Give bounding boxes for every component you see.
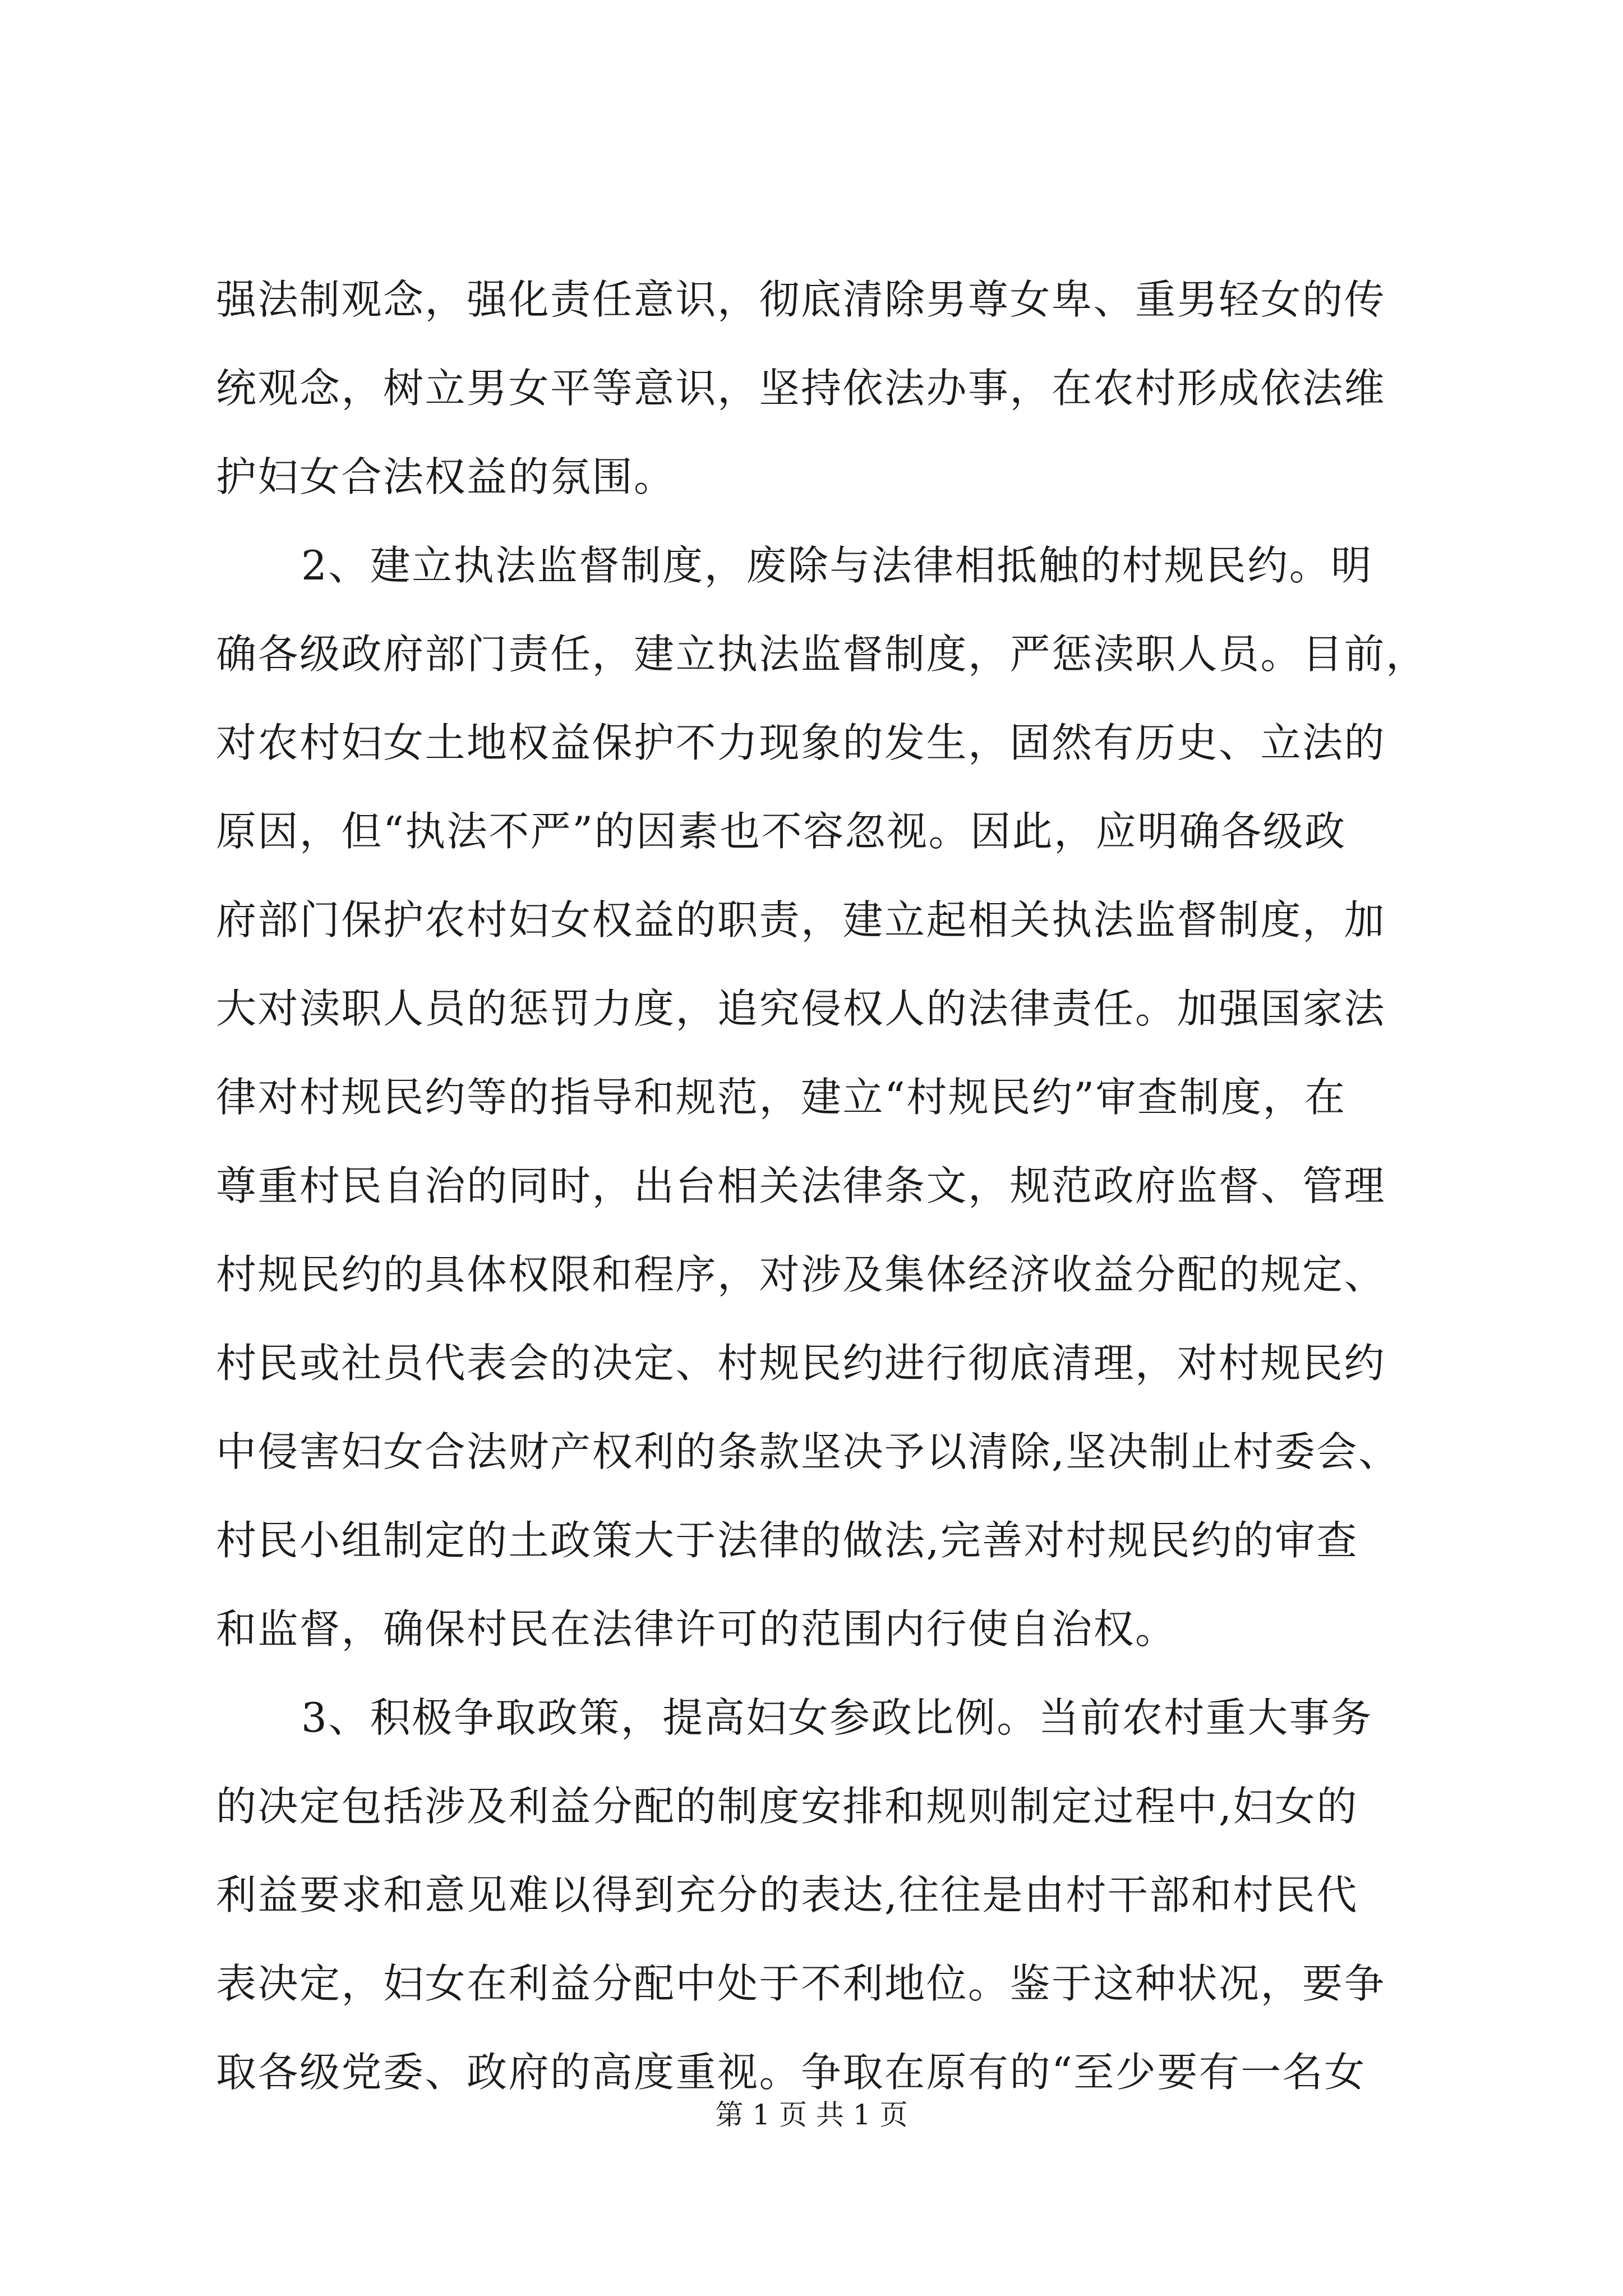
text-line: 村民小组制定的土政策大于法律的做法,完善对村规民约的审查 (216, 1517, 1358, 1564)
text-line: 确各级政府部门责任，建立执法监督制度，严惩渎职人员。目前， (216, 631, 1428, 678)
text-line: 府部门保护农村妇女权益的职责，建立起相关执法监督制度，加 (216, 896, 1386, 944)
text-line: 大对渎职人员的惩罚力度，追究侵权人的法律责任。加强国家法 (216, 985, 1386, 1032)
text-line: 村民或社员代表会的决定、村规民约进行彻底清理，对村规民约 (216, 1340, 1386, 1387)
text-line: 的决定包括涉及利益分配的制度安排和规则制定过程中,妇女的 (216, 1783, 1358, 1830)
page-number-footer: 第 1 页 共 1 页 (715, 2099, 908, 2131)
text-line: 护妇女合法权益的氛围。 (216, 453, 676, 500)
text-line: 中侵害妇女合法财产权利的条款坚决予以清除,坚决制止村委会、 (216, 1428, 1400, 1475)
paragraph-start-line: 3、积极争取政策，提高妇女参政比例。当前农村重大事务 (301, 1694, 1373, 1741)
text-line: 律对村规民约等的指导和规范，建立“村规民约”审查制度，在 (216, 1074, 1347, 1121)
text-line: 村规民约的具体权限和程序，对涉及集体经济收益分配的规定、 (216, 1251, 1386, 1298)
text-line: 取各级党委、政府的高度重视。争取在原有的“至少要有一名女 (216, 2049, 1366, 2096)
text-line: 和监督，确保村民在法律许可的范围内行使自治权。 (216, 1605, 1177, 1653)
paragraph-start-line: 2、建立执法监督制度，废除与法律相抵触的村规民约。明 (301, 542, 1373, 589)
text-line: 尊重村民自治的同时，出台相关法律条文，规范政府监督、管理 (216, 1162, 1386, 1209)
text-line: 对农村妇女土地权益保护不力现象的发生，固然有历史、立法的 (216, 719, 1386, 766)
text-line: 利益要求和意见难以得到充分的表达,往往是由村干部和村民代 (216, 1871, 1358, 1918)
text-line: 表决定，妇女在利益分配中处于不利地位。鉴于这种状况，要争 (216, 1960, 1386, 2007)
text-line: 原因，但“执法不严”的因素也不容忽视。因此，应明确各级政 (216, 808, 1347, 855)
text-line: 强法制观念，强化责任意识，彻底清除男尊女卑、重男轻女的传 (216, 276, 1386, 323)
text-line: 统观念，树立男女平等意识，坚持依法办事，在农村形成依法维 (216, 365, 1386, 412)
document-body (216, 255, 1427, 2116)
